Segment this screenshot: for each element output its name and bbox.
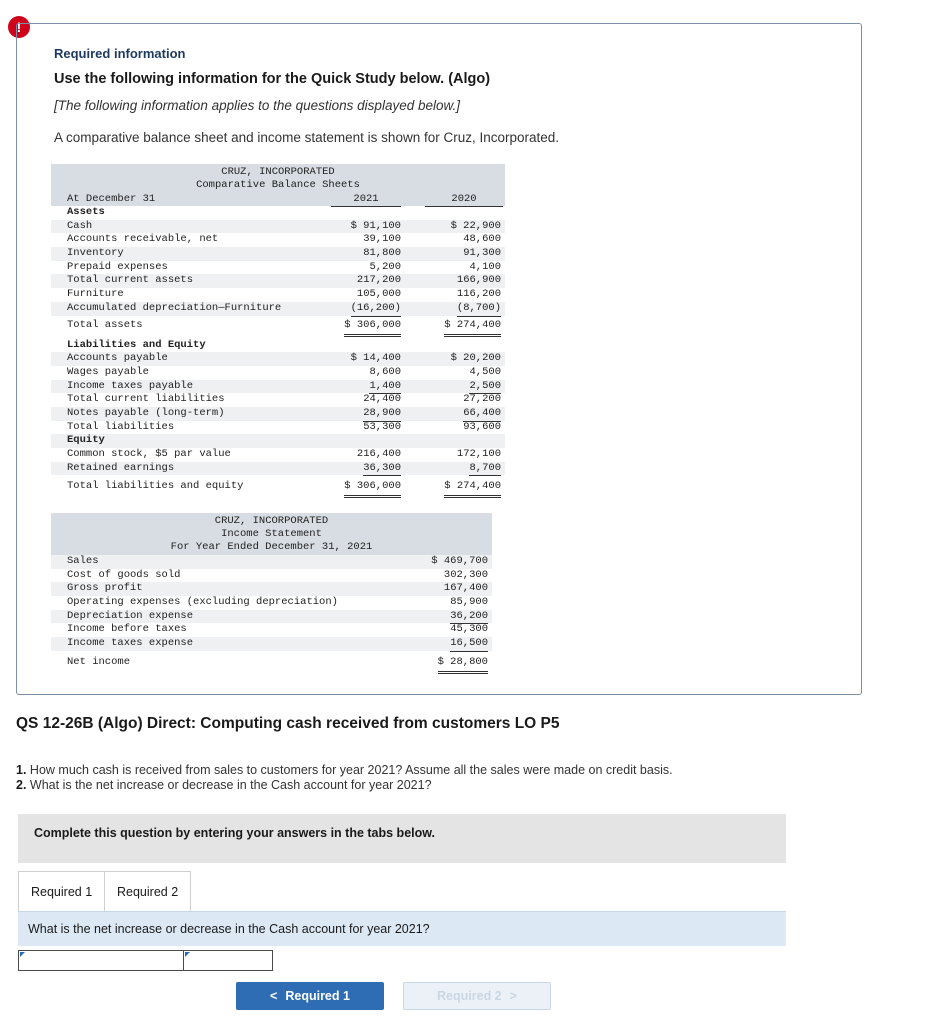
question-1: 1. How much cash is received from sales to customers for year 2021? Assume all the sales were made on credit basis. xyxy=(16,763,673,777)
balance-sheet-table xyxy=(51,164,505,495)
year-2021-header: 2021 xyxy=(331,192,401,207)
table-row: Operating expenses (excluding depreciation) 85,900 xyxy=(67,596,488,609)
table-row: Accounts receivable, net 39,100 48,600 xyxy=(67,233,501,246)
income-statement-title: Income Statement xyxy=(51,528,492,541)
increase-decrease-select[interactable] xyxy=(19,951,184,970)
active-question-bar xyxy=(18,911,786,946)
table-row: Income before taxes 45,300 xyxy=(67,623,488,636)
year-2020-header: 2020 xyxy=(425,192,503,207)
table-row: Income taxes expense 16,500 xyxy=(51,637,492,651)
table-row: Sales $ 469,700 xyxy=(51,555,492,569)
intro-text: A comparative balance sheet and income statement is shown for Cruz, Incorporated. xyxy=(54,130,560,145)
table-row: Cost of goods sold 302,300 xyxy=(51,569,492,583)
table-row: Retained earnings 36,300 8,700 xyxy=(51,462,505,476)
income-statement-table xyxy=(51,513,492,671)
table-row: Total liabilities and equity $ 306,000 $ 274,400 xyxy=(51,477,505,495)
table-row: Accumulated depreciation—Furniture (16,200) (8,700) xyxy=(51,302,505,316)
applies-note: [The following information applies to the questions displayed below.] xyxy=(54,98,460,113)
previous-required-1-button[interactable]: < Required 1 xyxy=(236,982,384,1010)
input-marker-icon xyxy=(185,952,190,957)
instructions-text: Complete this question by entering your answers in the tabs below. xyxy=(34,826,435,840)
answer-row xyxy=(18,950,273,971)
question-list xyxy=(16,763,673,793)
dropdown-marker-icon xyxy=(20,952,25,957)
active-question-text: What is the net increase or decrease in the Cash account for year 2021? xyxy=(28,922,430,936)
table-row: Net income $ 28,800 xyxy=(51,653,492,671)
cash-change-input[interactable] xyxy=(184,951,276,972)
chevron-right-icon: > xyxy=(509,989,517,1003)
table-row: Wages payable 8,600 4,500 xyxy=(67,365,501,378)
tab-required-1[interactable]: Required 1 xyxy=(18,871,105,911)
table-row: Depreciation expense 36,200 xyxy=(51,610,492,624)
balance-sheet-column-headers xyxy=(51,192,505,206)
next-required-2-button[interactable]: Required 2 > xyxy=(403,982,551,1010)
required-information-heading: Required information xyxy=(54,46,186,61)
table-row: Furniture 105,000 116,200 xyxy=(67,288,501,301)
table-row: Accounts payable $ 14,400 $ 20,200 xyxy=(51,352,505,366)
liabilities-heading: Liabilities and Equity xyxy=(67,338,206,351)
balance-sheet-company: CRUZ, INCORPORATED xyxy=(51,164,505,179)
table-row: Notes payable (long-term) 28,900 66,400 xyxy=(51,407,505,421)
income-statement-period: For Year Ended December 31, 2021 xyxy=(51,541,492,555)
instructions-bar xyxy=(18,814,786,863)
table-row: Prepaid expenses 5,200 4,100 xyxy=(51,261,505,275)
tab-required-2[interactable]: Required 2 xyxy=(104,871,191,911)
equity-heading: Equity xyxy=(51,434,505,448)
date-label: At December 31 xyxy=(67,193,156,205)
table-row: Total assets $ 306,000 $ 274,400 xyxy=(51,316,505,334)
balance-sheet-title: Comparative Balance Sheets xyxy=(51,179,505,192)
table-row: Gross profit 167,400 xyxy=(51,582,492,596)
table-row: Total current liabilities 24,400 27,200 xyxy=(67,393,501,406)
table-row: Common stock, $5 par value 216,400 172,100 xyxy=(67,448,501,460)
table-row: Total liabilities 53,300 93,600 xyxy=(67,420,501,433)
table-row: Income taxes payable 1,400 2,500 xyxy=(51,380,505,394)
assets-heading: Assets xyxy=(67,206,105,218)
use-info-heading: Use the following information for the Quick Study below. (Algo) xyxy=(54,71,491,87)
question-2: 2. What is the net increase or decrease in the Cash account for year 2021? xyxy=(16,778,432,792)
alert-icon: ! xyxy=(8,16,30,38)
question-title: QS 12-26B (Algo) Direct: Computing cash received from customers LO P5 xyxy=(16,715,560,732)
income-statement-company: CRUZ, INCORPORATED xyxy=(51,513,492,528)
table-row: Cash $ 91,100 $ 22,900 xyxy=(51,220,505,234)
table-row: Inventory 81,800 91,300 xyxy=(51,247,505,261)
table-row: Total current assets 217,200 166,900 xyxy=(51,274,505,288)
chevron-left-icon: < xyxy=(270,989,278,1003)
